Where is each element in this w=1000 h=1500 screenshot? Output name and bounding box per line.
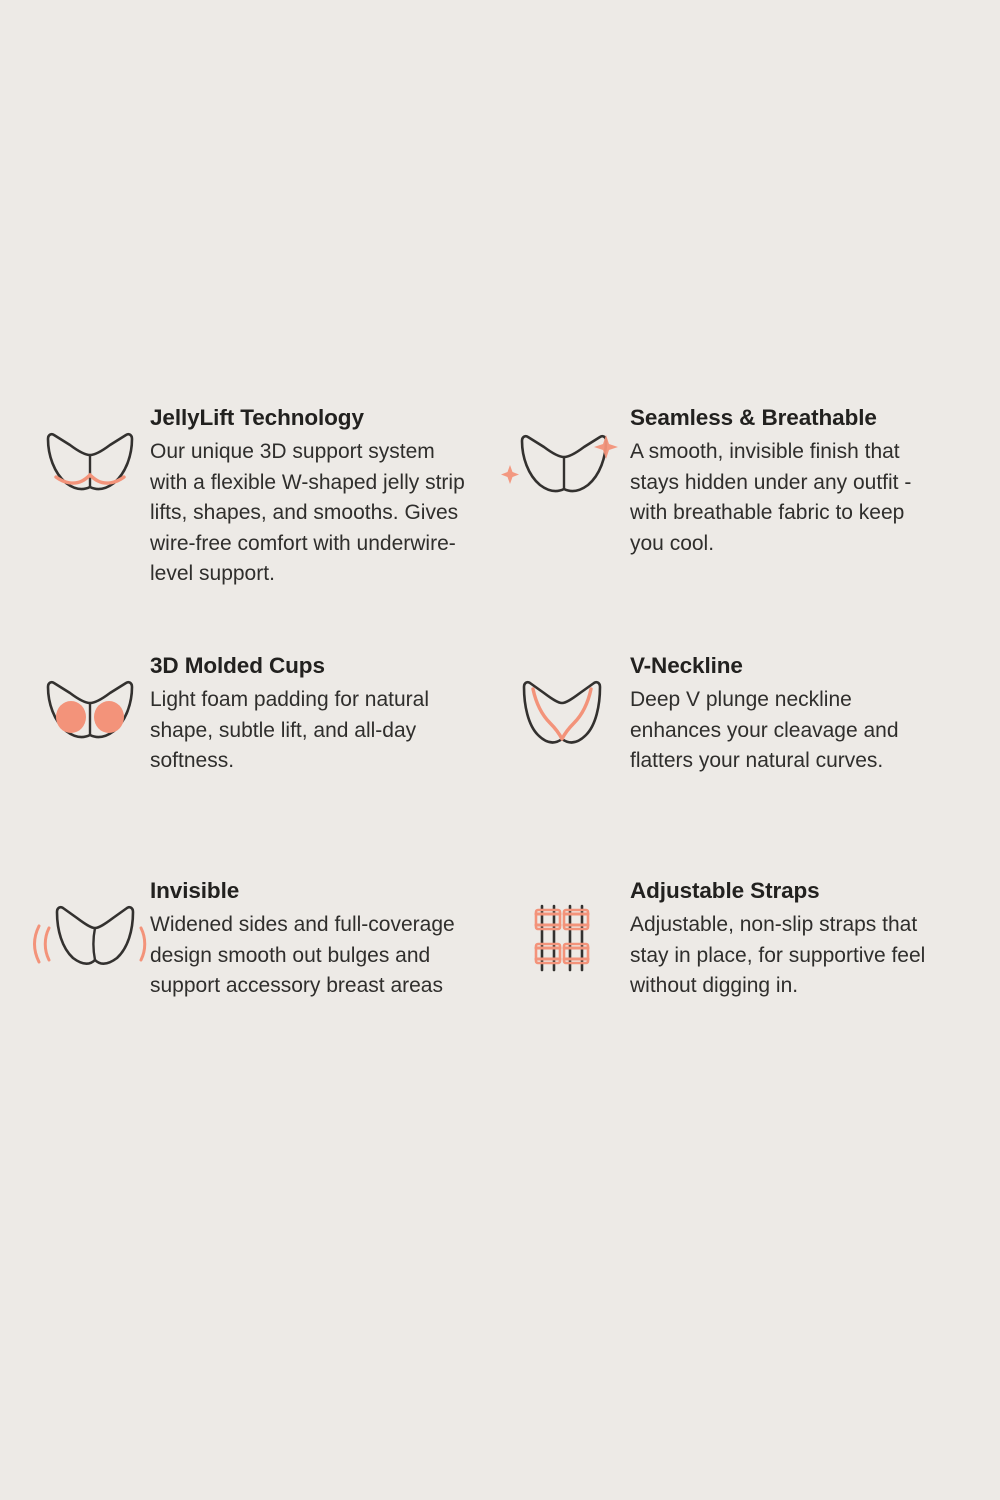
feature-body: Light foam padding for natural shape, subtle lift, and all-day softness. [150, 688, 430, 773]
feature-item [30, 643, 480, 868]
feature-text [630, 395, 940, 559]
feature-title: Adjustable Straps [630, 878, 820, 903]
feature-body: A smooth, invisible finish that stays hidden under any outfit - with breathable fabric to keep you cool. [630, 440, 912, 555]
feature-item [30, 395, 480, 643]
feature-title: V-Neckline [630, 653, 743, 678]
feature-body: Adjustable, non-slip straps that stay in place, for supportive feel without digging in. [630, 913, 926, 998]
feature-grid [0, 395, 1000, 1068]
feature-title: 3D Molded Cups [150, 653, 325, 678]
feature-item [490, 643, 940, 868]
feature-text [150, 395, 470, 590]
feature-text [150, 643, 470, 777]
feature-item [490, 395, 940, 643]
feature-text [630, 643, 940, 777]
bra-sparkle-icon [490, 395, 630, 509]
feature-body: Our unique 3D support system with a flexible W-shaped jelly strip lifts, shapes, and smooths. Gives wire-free comfort with underwire-level support. [150, 440, 465, 586]
adjustable-straps-icon [490, 868, 630, 978]
feature-item [490, 868, 940, 1068]
feature-title: JellyLift Technology [150, 405, 364, 430]
feature-text [150, 868, 470, 1002]
bra-v-neckline-icon [490, 643, 630, 759]
bra-jelly-strip-icon [30, 395, 150, 505]
feature-text [630, 868, 940, 1002]
bra-molded-cups-icon [30, 643, 150, 755]
bra-invisible-waves-icon [30, 868, 150, 980]
feature-title: Seamless & Breathable [630, 405, 877, 430]
feature-item [30, 868, 480, 1068]
feature-title: Invisible [150, 878, 240, 903]
feature-body: Deep V plunge neckline enhances your cleavage and flatters your natural curves. [630, 688, 899, 773]
feature-body: Widened sides and full-coverage design smooth out bulges and support accessory breast areas [150, 913, 455, 998]
